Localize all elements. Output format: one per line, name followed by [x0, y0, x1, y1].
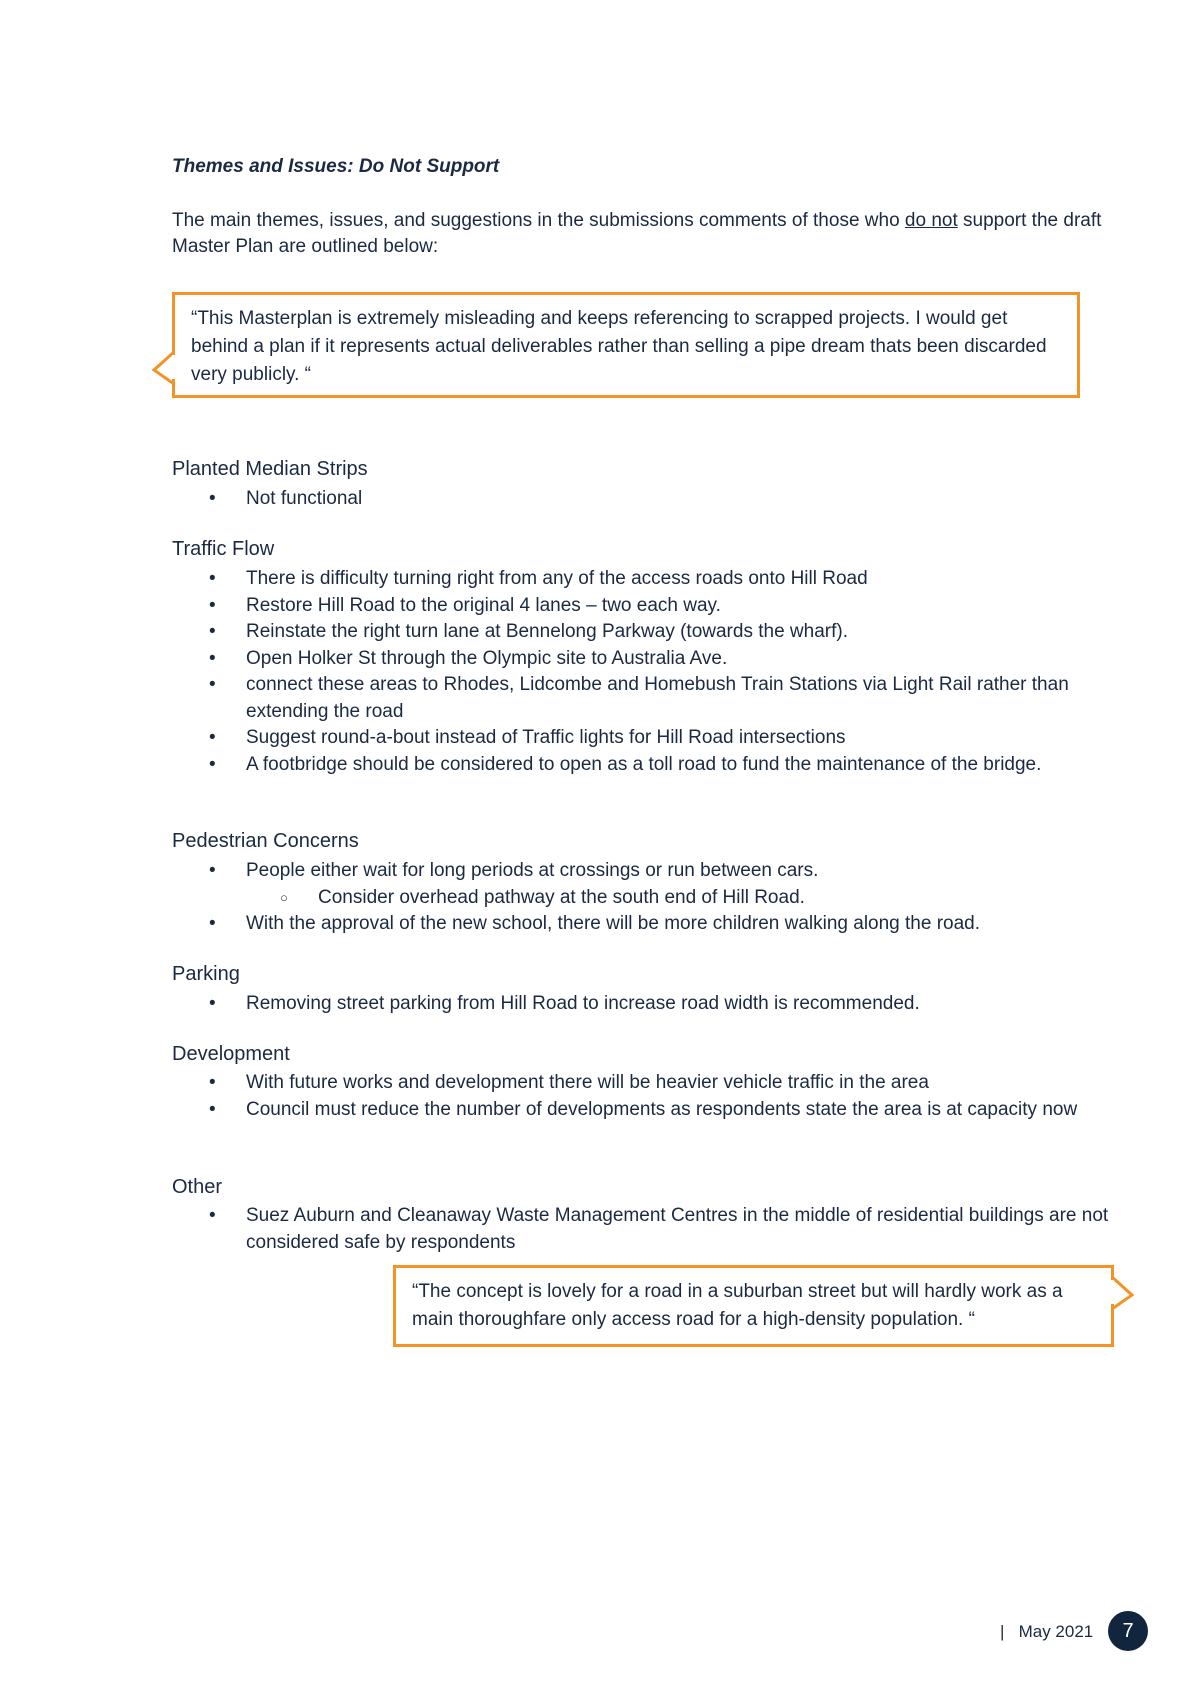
section-title-development: Development: [172, 1043, 290, 1065]
quote-tail-cover-left: [172, 355, 178, 379]
section-title-pedestrian-concerns: Pedestrian Concerns: [172, 830, 359, 852]
list-item: • Restore Hill Road to the original 4 lanes – two each way.: [172, 593, 1142, 620]
list-item: • Not functional: [172, 486, 1142, 513]
list-traffic-flow: [172, 566, 1142, 778]
list-development: [172, 1070, 1142, 1123]
list-item: • A footbridge should be considered to open as a toll road to fund the maintenance of the bridge.: [172, 752, 1142, 779]
section-heading: Themes and Issues: Do Not Support: [172, 156, 500, 177]
list-item: • Suez Auburn and Cleanaway Waste Management Centres in the middle of residential buildings are not considered safe by respondents: [172, 1203, 1142, 1256]
section-title-planted-median-strips: Planted Median Strips: [172, 458, 368, 480]
footer-date: | May 2021: [1000, 1622, 1094, 1641]
quote-box-2: [393, 1265, 1114, 1347]
quote-1-text: “This Masterplan is extremely misleading and keeps referencing to scrapped projects. I would get behind a plan if it represents actual deliverables rather than selling a pipe dream thats been discarded very publicly. “: [191, 308, 1047, 385]
quote-tail-cover-right: [1108, 1280, 1114, 1304]
list-item: • Council must reduce the number of developments as respondents state the area is at capacity now: [172, 1097, 1142, 1124]
page-number-badge: 7: [1108, 1611, 1148, 1651]
section-title-other: Other: [172, 1176, 223, 1198]
list-planted-median-strips: [172, 486, 1142, 513]
list-item: • Removing street parking from Hill Road to increase road width is recommended.: [172, 991, 1142, 1018]
quote-2-text: “The concept is lovely for a road in a suburban street but will hardly work as a main thoroughfare only access road for a high-density population. “: [412, 1281, 1063, 1330]
list-parking: [172, 991, 1142, 1018]
section-title-traffic-flow: Traffic Flow: [172, 538, 275, 560]
list-item: • connect these areas to Rhodes, Lidcombe and Homebush Train Stations via Light Rail rather than extending the road: [172, 672, 1142, 725]
intro-underlined-text: do not: [904, 210, 958, 231]
list-pedestrian-concerns: [172, 858, 1142, 938]
intro-text-after: support the draft Master Plan are outlined below:: [172, 210, 1102, 257]
quote-box-1: [172, 292, 1080, 398]
list-other: [172, 1203, 1142, 1256]
list-item: • Suggest round-a-bout instead of Traffic lights for Hill Road intersections: [172, 725, 1142, 752]
intro-text-before: The main themes, issues, and suggestions in the submissions comments of those who: [172, 210, 905, 231]
list-item: • With future works and development there will be heavier vehicle traffic in the area: [172, 1070, 1142, 1097]
list-item: • Open Holker St through the Olympic site to Australia Ave.: [172, 646, 1142, 673]
list-item: • Reinstate the right turn lane at Bennelong Parkway (towards the wharf).: [172, 619, 1142, 646]
intro-paragraph: [172, 208, 1112, 260]
sub-list-item: ○ Consider overhead pathway at the south end of Hill Road.: [172, 885, 1142, 912]
list-item: • With the approval of the new school, there will be more children walking along the road.: [172, 911, 1142, 938]
list-item: • People either wait for long periods at crossings or run between cars.: [172, 858, 1142, 885]
list-item: • There is difficulty turning right from any of the access roads onto Hill Road: [172, 566, 1142, 593]
section-title-parking: Parking: [172, 963, 240, 985]
